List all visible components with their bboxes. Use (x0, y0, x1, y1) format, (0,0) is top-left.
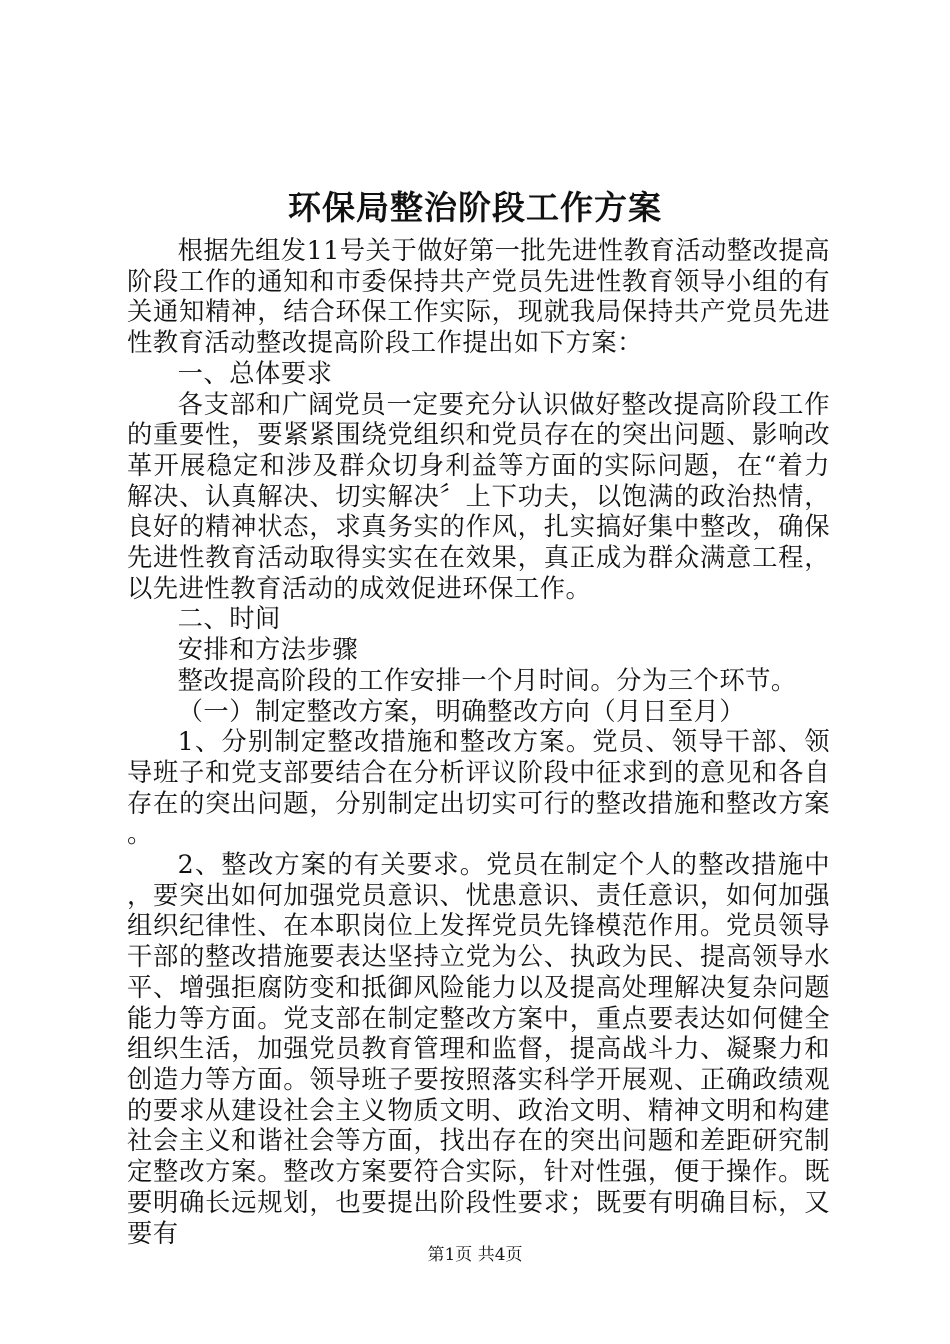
subheading-plan: （一）制定整改方案，明确整改方向（月日至月） (177, 696, 746, 726)
paragraph-item-2: 2、整改方案的有关要求。党员在制定个人的整改措施中，要突出如何加强党员意识、忧患意识、责任意识，如何加强组织纪律性、在本职岗位上发挥党员先锋模范作用。党员领导干部的整改措施要表达坚持立党为公、执政为民、提高领导水平、增强拒腐防变和抵御风险能力以及提高处理解决复杂问题能力等方面。党支部在制定整改方案中，重点要表达如何健全组织生活，加强党员教育管理和监督，提高战斗力、凝聚力和创造力等方面。领导班子要按照落实科学开展观、正确政绩观的要求从建设社会主义物质文明、政治文明、精神文明和构建社会主义和谐社会等方面，找出存在的突出问题和差距研究制定整改方案。整改方案要符合实际，针对性强，便于操作。既要明确长远规划，也要提出阶段性要求；既要有明确目标，又要有 (127, 850, 830, 1248)
paragraph-schedule: 整改提高阶段的工作安排一个月时间。分为三个环节。 (177, 665, 797, 695)
paragraph-general-requirements: 各支部和广阔党员一定要充分认识做好整改提高阶段工作的重要性，要紧紧围绕党组织和党员存在的突出问题、影响改革开展稳定和涉及群众切身利益等方面的实际问题，在“着力解决、认真解决、切实解决〞上下功夫，以饱满的政治热情，良好的精神状态，求真务实的作风，扎实搞好集中整改，确保先进性教育活动取得实实在在效果，真正成为群众满意工程，以先进性教育活动的成效促进环保工作。 (127, 389, 830, 603)
document-title: 环保局整治阶段工作方案 (288, 188, 662, 227)
page-footer: 第1页 共4页 (427, 1245, 523, 1265)
paragraph-item-1: 1、分别制定整改措施和整改方案。党员、领导干部、领导班子和党支部要结合在分析评议阶段中征求到的意见和各自存在的突出问题，分别制定出切实可行的整改措施和整改方案。 (127, 727, 830, 849)
document-body (127, 236, 830, 1249)
heading-arrangement: 安排和方法步骤 (177, 635, 359, 665)
heading-time: 二、时间 (177, 604, 281, 634)
paragraph-intro: 根据先组发11号关于做好第一批先进性教育活动整改提高阶段工作的通知和市委保持共产党员先进性教育领导小组的有关通知精神，结合环保工作实际，现就我局保持共产党员先进性教育活动整改提高阶段工作提出如下方案： (127, 236, 830, 358)
heading-general-requirements: 一、总体要求 (177, 358, 333, 388)
